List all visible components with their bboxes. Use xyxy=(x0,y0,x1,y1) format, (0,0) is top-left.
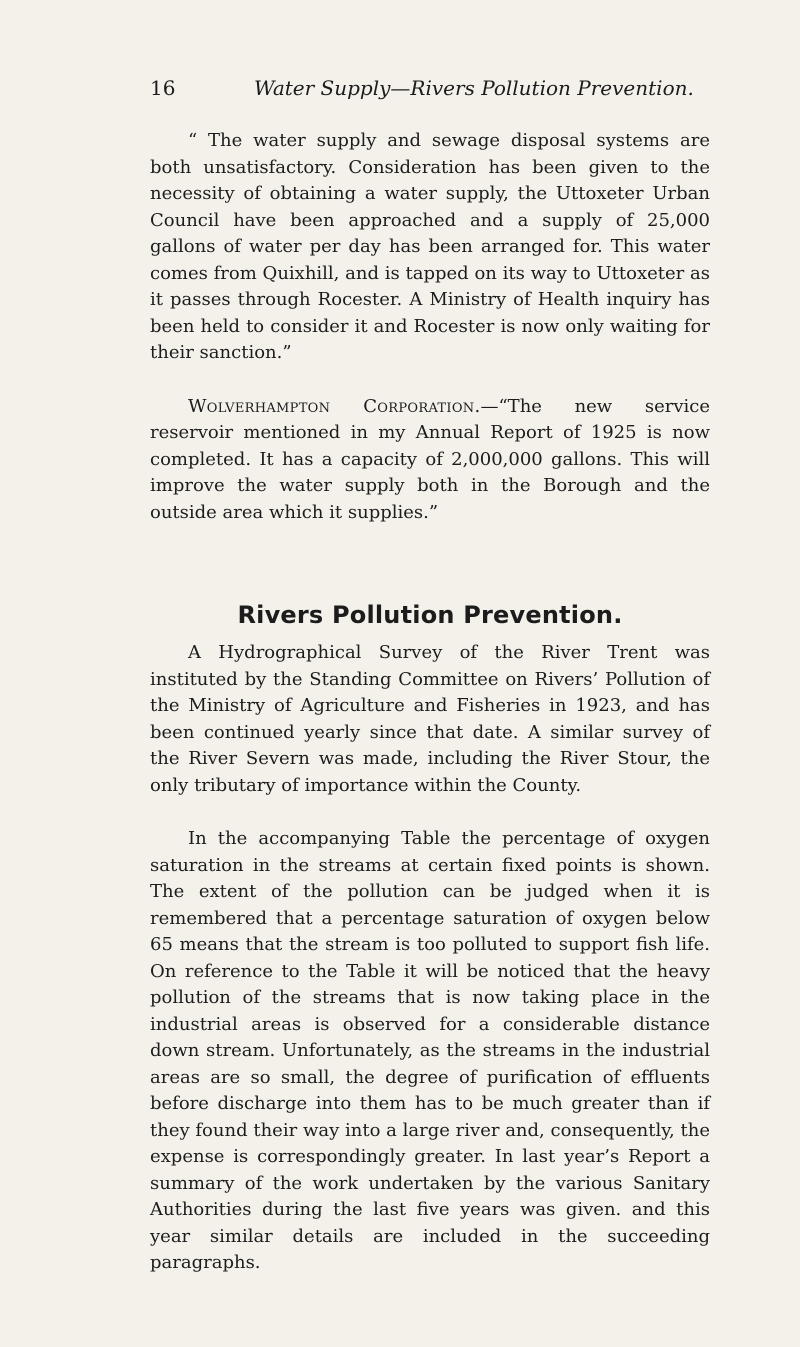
paragraph-wolverhampton-corporation xyxy=(150,394,710,527)
running-title: Water Supply—Rivers Pollution Prevention. xyxy=(254,76,694,100)
paragraph-lead-wolverhampton: Wolverhampton Corporation. xyxy=(188,395,481,417)
body-text-top xyxy=(150,128,710,526)
paragraph-hydrographical-survey: A Hydrographical Survey of the River Trent was instituted by the Standing Committee on Rivers’ Pollution of the Ministry of Agriculture and Fisheries in 1923, and has been continued yearly since that date. A similar survey of the River Severn was made, including the River Stour, the only tributary of importance within the County. xyxy=(150,642,710,796)
paragraph-wolverhampton-text: —“The new service reservoir mentioned in my Annual Report of 1925 is now completed. It has a capacity of 2,000,000 gallons. This will improve the water supply both in the Borough and the outside area which it supplies.” xyxy=(150,395,710,523)
body-text-bottom xyxy=(150,640,710,1277)
running-header xyxy=(150,76,710,106)
paragraph-oxygen-saturation: In the accompanying Table the percentage of oxygen saturation in the streams at certain fixed points is shown. The extent of the pollution can be judged when it is remembered that a percentage saturation of oxygen below 65 means that the stream is too polluted to support fish life. On reference to the Table it will be noticed that the heavy pollution of the streams that is now taking place in the industrial areas is observed for a considerable distance down stream. Unfortunately, as the streams in the industrial areas are so small, the degree of purification of effluents before discharge into them has to be much greater than if they found their way into a large river and, consequently, the expense is correspondingly greater. In last year’s Report a summary of the work undertaken by the various Sanitary Authorities during the last five years was given. and this year similar details are included in the succeeding paragraphs. xyxy=(150,828,710,1273)
section-heading: Rivers Pollution Prevention. xyxy=(237,601,623,629)
page-number: 16 xyxy=(150,76,176,100)
paragraph-rocester-water-supply: “ The water supply and sewage disposal systems are both unsatisfactory. Consideration has been given to the necessity of obtaining a water supply, the Uttoxeter Urban Council have been approached and a supply of 25,000 gallons of water per day has been arranged for. This water comes from Quixhill, and is tapped on its way to Uttoxeter as it passes through Rocester. A Ministry of Health inquiry has been held to consider it and Rocester is now only waiting for their sanction.” xyxy=(150,130,710,363)
